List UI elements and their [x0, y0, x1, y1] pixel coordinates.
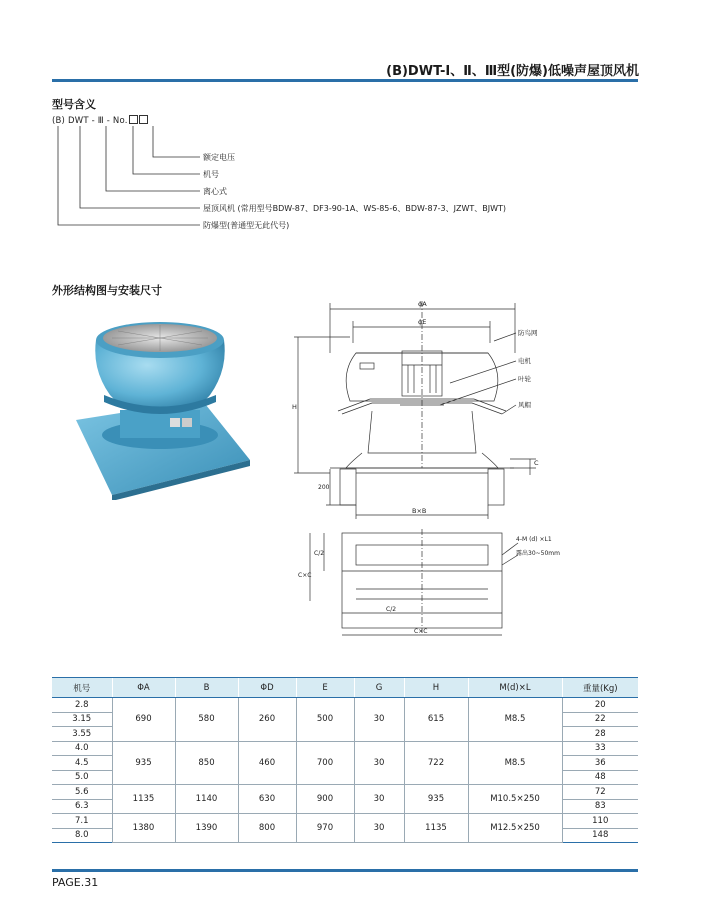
label-impeller: 叶轮: [518, 375, 531, 383]
col-header: E: [296, 678, 354, 698]
cell-d: 630: [238, 785, 296, 814]
cell-d: 460: [238, 741, 296, 785]
table-row: [52, 814, 638, 829]
cell-no: 8.0: [52, 828, 112, 843]
cell-a: 1135: [112, 785, 175, 814]
cell-g: 30: [354, 741, 404, 785]
cell-weight: 148: [562, 828, 638, 843]
cell-weight: 22: [562, 712, 638, 727]
label-exposed: 露出30~50mm: [516, 550, 560, 557]
cell-no: 7.1: [52, 814, 112, 829]
cell-b: 850: [175, 741, 238, 785]
cell-no: 5.0: [52, 770, 112, 785]
cell-no: 3.55: [52, 727, 112, 742]
page-number: PAGE.31: [52, 876, 99, 889]
model-meaning-heading: 型号含义: [52, 98, 96, 111]
cell-m: M8.5: [468, 741, 562, 785]
installation-drawing: [290, 293, 580, 643]
cell-a: 935: [112, 741, 175, 785]
cell-e: 700: [296, 741, 354, 785]
col-header: ΦD: [238, 678, 296, 698]
cell-weight: 72: [562, 785, 638, 800]
cell-weight: 48: [562, 770, 638, 785]
legend-centrifugal: 离心式: [203, 187, 227, 196]
table-header-row: [52, 678, 638, 698]
cell-weight: 28: [562, 727, 638, 742]
col-header: 机号: [52, 678, 112, 698]
page-header-title: (B)DWT-Ⅰ、Ⅱ、Ⅲ型(防爆)低噪声屋顶风机: [386, 64, 639, 79]
cell-weight: 33: [562, 741, 638, 756]
col-header: G: [354, 678, 404, 698]
cell-weight: 110: [562, 814, 638, 829]
table-row: [52, 698, 638, 713]
cell-b: 580: [175, 698, 238, 742]
cell-b: 1140: [175, 785, 238, 814]
label-h: H: [292, 403, 297, 411]
legend-rated-voltage: 额定电压: [203, 153, 235, 162]
legend-roof-fan: 屋顶风机 (常用型号BDW-87、DF3-90-1A、WS-85-6、BDW-87-3、JZWT、BJWT): [203, 204, 507, 213]
label-hood: 风帽: [518, 401, 531, 409]
cell-no: 5.6: [52, 785, 112, 800]
table-row: [52, 785, 638, 800]
cell-a: 690: [112, 698, 175, 742]
cell-h: 615: [404, 698, 468, 742]
label-c2-bottom: C/2: [386, 606, 397, 613]
cell-d: 800: [238, 814, 296, 843]
cell-e: 970: [296, 814, 354, 843]
col-header: B: [175, 678, 238, 698]
cell-weight: 83: [562, 799, 638, 814]
label-bxb: B×B: [412, 507, 427, 515]
cell-no: 6.3: [52, 799, 112, 814]
col-header: 重量(Kg): [562, 678, 638, 698]
cell-h: 1135: [404, 814, 468, 843]
cell-no: 4.0: [52, 741, 112, 756]
label-cxc-left: C×C: [298, 572, 312, 579]
table-row: [52, 741, 638, 756]
cell-weight: 36: [562, 756, 638, 771]
label-bird-net: 防鸟网: [518, 329, 538, 337]
cell-h: 722: [404, 741, 468, 785]
cell-m: M10.5×250: [468, 785, 562, 814]
model-code-text: (B) DWT - Ⅲ - No.: [52, 116, 128, 126]
label-motor: 电机: [518, 357, 531, 365]
col-header: M(d)×L: [468, 678, 562, 698]
label-phi-e: ϕE: [418, 318, 427, 326]
cell-e: 900: [296, 785, 354, 814]
cell-a: 1380: [112, 814, 175, 843]
label-200: 200: [318, 484, 330, 491]
legend-explosion-proof: 防爆型(普通型无此代号): [203, 221, 290, 230]
legend-machine-number: 机号: [203, 170, 219, 179]
cell-no: 2.8: [52, 698, 112, 713]
label-c2-left: C/2: [314, 550, 325, 557]
cell-d: 260: [238, 698, 296, 742]
cell-g: 30: [354, 785, 404, 814]
cell-g: 30: [354, 814, 404, 843]
cell-no: 3.15: [52, 712, 112, 727]
roof-fan-photo: [52, 300, 262, 500]
cell-e: 500: [296, 698, 354, 742]
structure-heading: 外形结构图与安装尺寸: [52, 284, 162, 297]
col-header: H: [404, 678, 468, 698]
cell-h: 935: [404, 785, 468, 814]
cell-no: 4.5: [52, 756, 112, 771]
label-c: C: [534, 459, 539, 467]
cell-g: 30: [354, 698, 404, 742]
cell-b: 1390: [175, 814, 238, 843]
footer-rule: [52, 869, 638, 872]
cell-weight: 20: [562, 698, 638, 713]
label-bolt: 4-M (d) ×L1: [516, 536, 552, 543]
label-cxc-bottom: C×C: [414, 628, 428, 635]
cell-m: M8.5: [468, 698, 562, 742]
cell-m: M12.5×250: [468, 814, 562, 843]
label-phi-a: ϕA: [418, 300, 427, 308]
spec-table: [52, 677, 638, 843]
col-header: ΦA: [112, 678, 175, 698]
